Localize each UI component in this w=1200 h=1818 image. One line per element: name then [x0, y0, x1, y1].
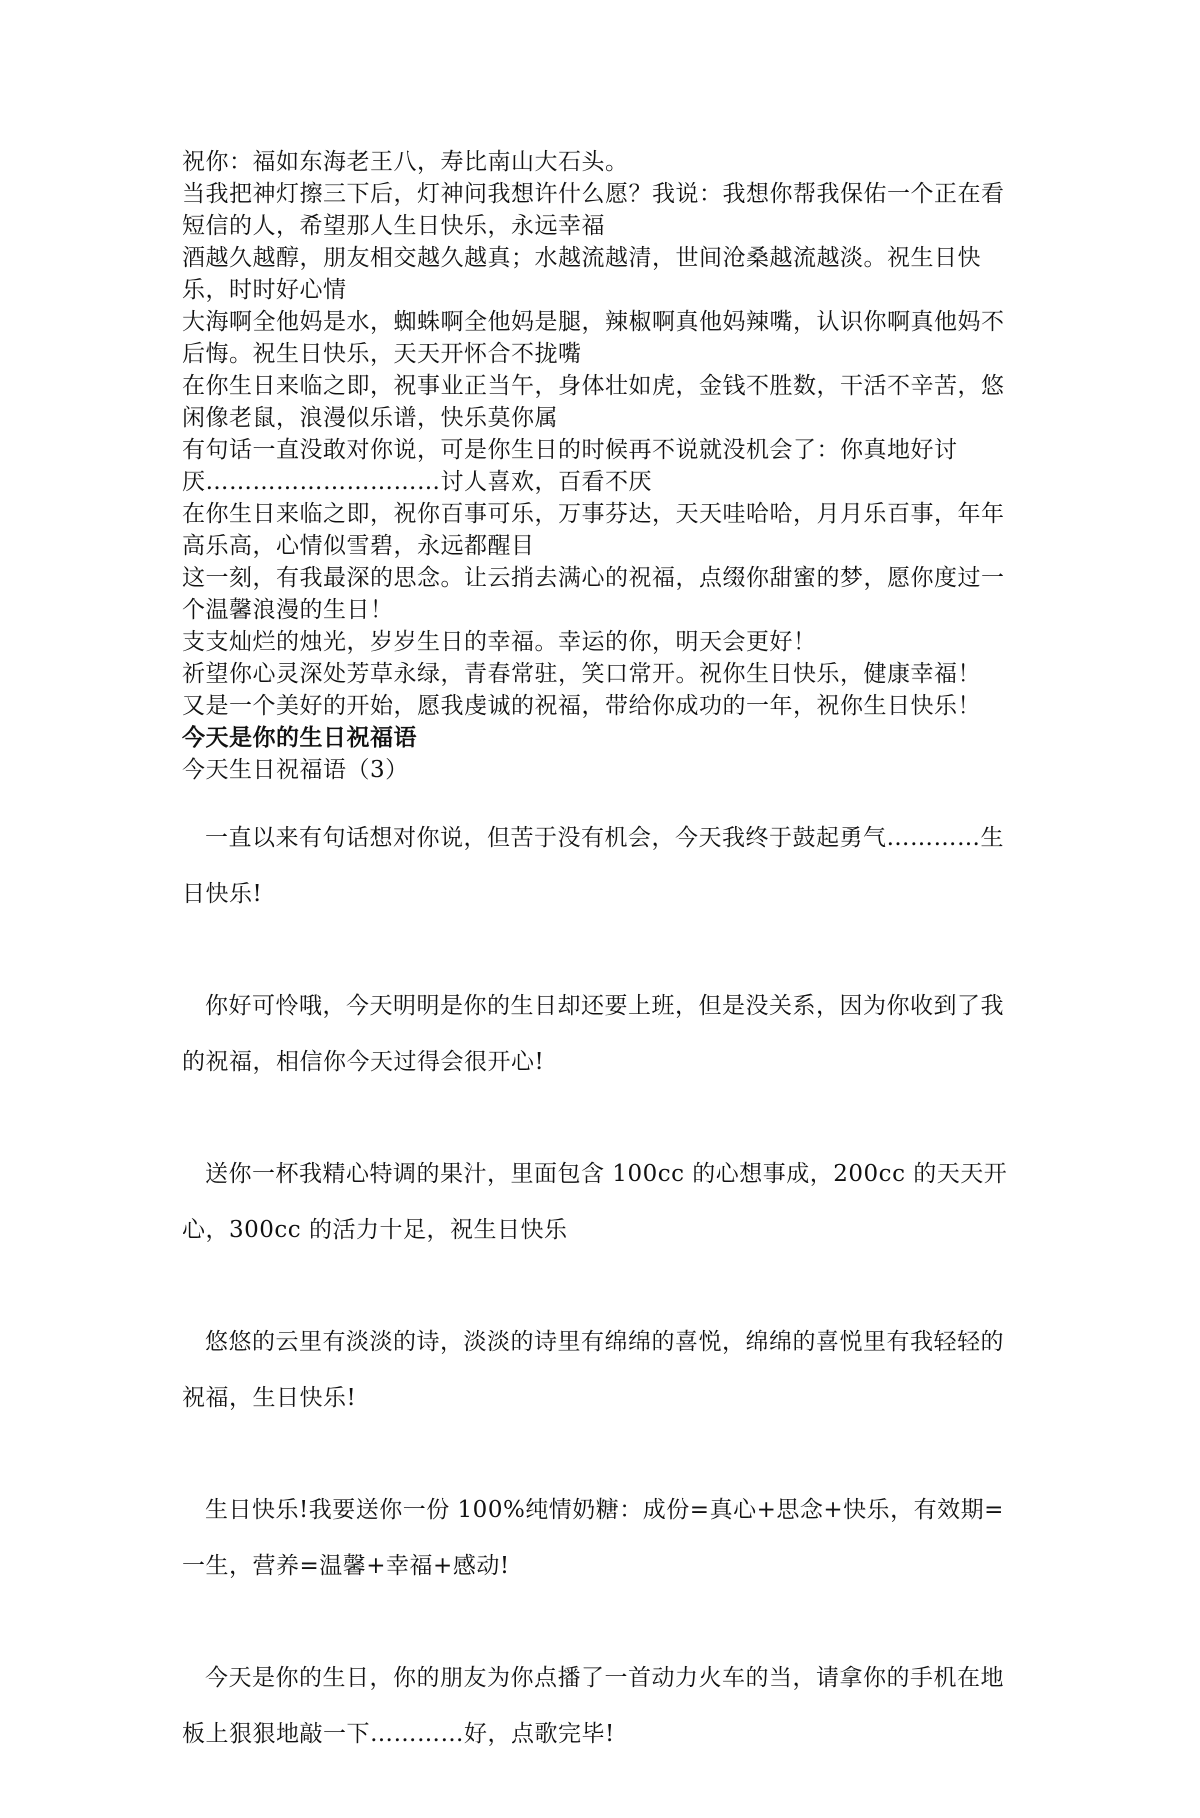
section-heading: 今天是你的生日祝福语 — [182, 725, 417, 751]
section-subheading: 今天生日祝福语（3） — [182, 757, 409, 783]
wish-paragraph: 悠悠的云里有淡淡的诗，淡淡的诗里有绵绵的喜悦，绵绵的喜悦里有我轻轻的祝福，生日快乐! — [182, 1329, 1004, 1411]
wish-paragraph: 生日快乐!我要送你一份 100%纯情奶糖：成份=真心+思念+快乐，有效期=一生，营养=温馨+幸福+感动! — [182, 1497, 1004, 1579]
wish-paragraph: 你好可怜哦，今天明明是你的生日却还要上班，但是没关系，因为你收到了我的祝福，相信你今天过得会很开心! — [182, 993, 1004, 1075]
wish-line: 当我把神灯擦三下后，灯神问我想许什么愿？我说：我想你帮我保佑一个正在看短信的人，希望那人生日快乐，永远幸福 — [182, 181, 1005, 239]
wish-line: 在你生日来临之即，祝你百事可乐，万事芬达，天天哇哈哈，月月乐百事，年年高乐高，心情似雪碧，永远都醒目 — [182, 501, 1005, 559]
wish-line: 大海啊全他妈是水，蜘蛛啊全他妈是腿，辣椒啊真他妈辣嘴，认识你啊真他妈不后悔。祝生日快乐，天天开怀合不拢嘴 — [182, 309, 1005, 367]
wish-line: 酒越久越醇，朋友相交越久越真；水越流越清，世间沧桑越流越淡。祝生日快乐，时时好心情 — [182, 245, 981, 303]
wish-line: 祈望你心灵深处芳草永绿，青春常驻，笑口常开。祝你生日快乐，健康幸福！ — [182, 661, 981, 687]
wish-line: 支支灿烂的烛光，岁岁生日的幸福。幸运的你，明天会更好！ — [182, 629, 817, 655]
wish-line: 有句话一直没敢对你说，可是你生日的时候再不说就没机会了：你真地好讨厌…………………………讨人喜欢，百看不厌 — [182, 437, 958, 495]
wish-paragraph: 今天是你的生日，你的朋友为你点播了一首动力火车的当，请拿你的手机在地板上狠狠地敲一下…………好，点歌完毕! — [182, 1665, 1004, 1747]
wish-line: 又是一个美好的开始，愿我虔诚的祝福，带给你成功的一年，祝你生日快乐！ — [182, 693, 981, 719]
wish-paragraph: 一直以来有句话想对你说，但苦于没有机会，今天我终于鼓起勇气…………生日快乐! — [182, 825, 1004, 907]
wish-line: 在你生日来临之即，祝事业正当午，身体壮如虎，金钱不胜数，干活不辛苦，悠闲像老鼠，浪漫似乐谱，快乐莫你属 — [182, 373, 1005, 431]
wish-line: 祝你：福如东海老王八，寿比南山大石头。 — [182, 149, 629, 175]
wish-paragraph: 送你一杯我精心特调的果汁，里面包含 100cc 的心想事成，200cc 的天天开心，300cc 的活力十足，祝生日快乐 — [182, 1161, 1008, 1243]
document-content — [182, 146, 1022, 1818]
wish-line: 这一刻，有我最深的思念。让云捎去满心的祝福，点缀你甜蜜的梦，愿你度过一个温馨浪漫的生日！ — [182, 565, 1005, 623]
